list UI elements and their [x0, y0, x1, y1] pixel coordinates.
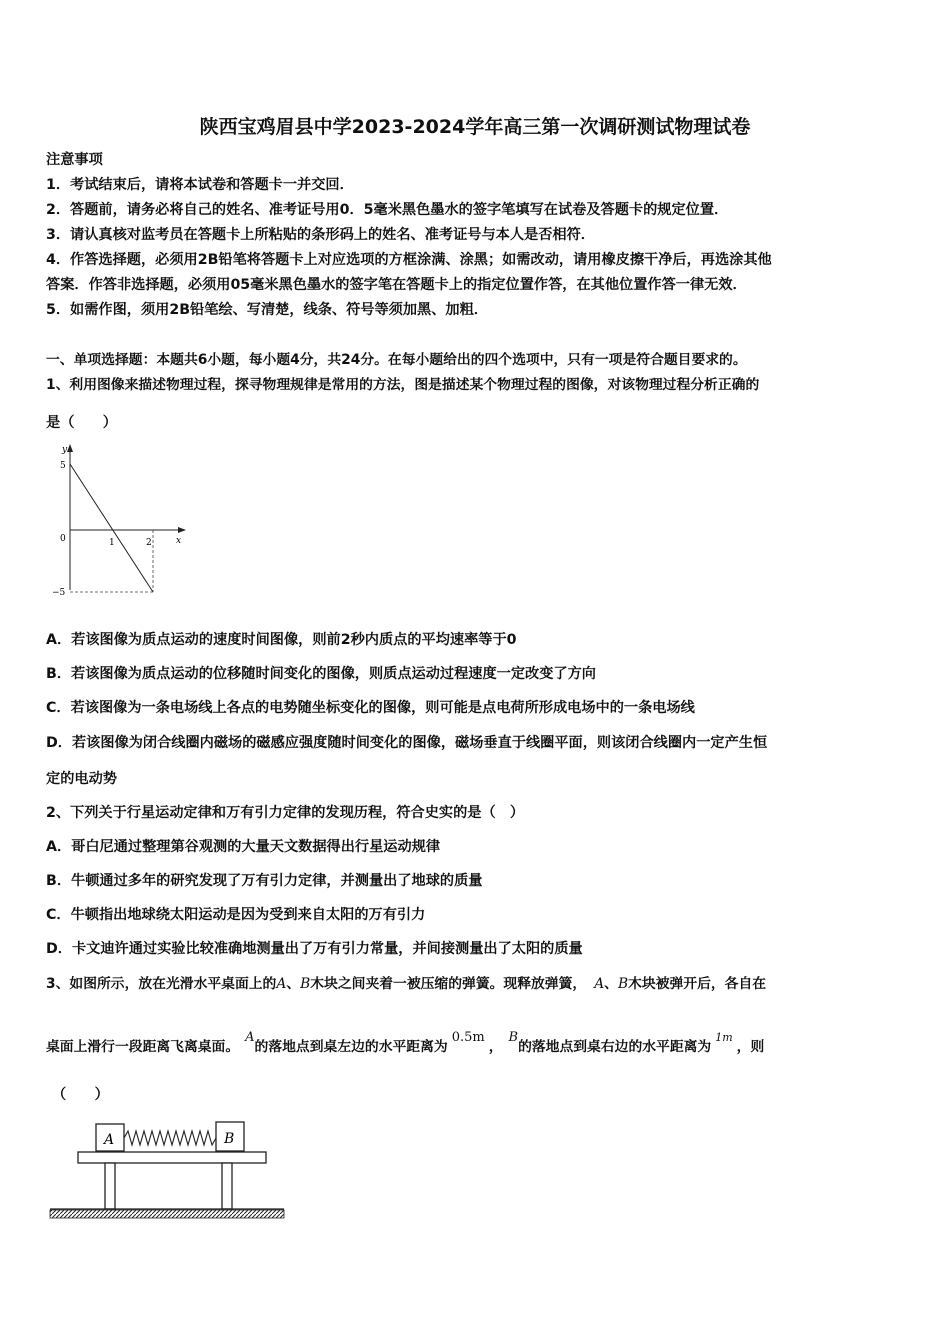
q3-text: 木块被弹开后，各自在: [628, 976, 767, 992]
graph-tick-5: 5: [60, 461, 66, 471]
table-leg-left: [105, 1163, 115, 1209]
q3-text: 的落地点到桌左边的水平距离为: [254, 1039, 448, 1055]
notice-item-5: 5．如需作图，须用2B铅笔绘、写清楚，线条、符号等须加黑、加粗．: [46, 302, 488, 318]
graph-data-line: [70, 464, 153, 592]
notice-item-2: 2．答题前，请务必将自己的姓名、准考证号用0．5毫米黑色墨水的签字笔填写在试卷及答题卡的规定位置．: [46, 202, 729, 218]
q1-option-d: D．若该图像为闭合线圈内磁场的磁感应强度随时间变化的图像，磁场垂直于线圈平面，则该闭合线圈内一定产生恒: [46, 735, 768, 751]
q3-text: 桌面上滑行一段距离飞离桌面。: [46, 1039, 240, 1055]
q3-sep: 、: [604, 976, 618, 992]
q3-figure: [48, 1118, 288, 1228]
q3-text: 的落地点到桌右边的水平距离为: [518, 1039, 712, 1055]
notice-item-4-cont: 答案．作答非选择题，必须用05毫米黑色墨水的签字笔在答题卡上的指定位置作答，在其他位置作答一律无效．: [46, 277, 747, 293]
q3-var-a: A: [276, 976, 287, 992]
q3-stem-line2: [46, 1030, 765, 1058]
q1-stem-line1: 1、利用图像来描述物理过程，探寻物理规律是常用的方法，图是描述某个物理过程的图像，对该物理过程分析正确的: [46, 377, 760, 393]
graph-tick-2: 2: [146, 538, 152, 548]
q2-stem: 2、下列关于行星运动定律和万有引力定律的发现历程，符合史实的是（ ）: [46, 805, 525, 821]
q2-option-d: D．卡文迪许通过实验比较准确地测量出了万有引力常量，并间接测量出了太阳的质量: [46, 941, 583, 957]
q3-sep: 、: [286, 976, 301, 992]
q2-option-a: A．哥白尼通过整理第谷观测的大量天文数据得出行星运动规律: [46, 839, 441, 855]
notice-item-1: 1．考试结束后，请将本试卷和答题卡一并交回．: [46, 177, 354, 193]
q1-option-c: C．若该图像为一条电场线上各点的电势随坐标变化的图像，则可能是点电荷所形成电场中的一条电场线: [46, 700, 695, 716]
q1-option-d-cont: 定的电动势: [46, 771, 117, 787]
q3-var-a: A: [594, 976, 605, 992]
q1-graph: [50, 440, 195, 605]
spring: [124, 1131, 216, 1145]
floor-hatch: [50, 1210, 284, 1218]
section-heading: 一、单项选择题：本题共6小题，每小题4分，共24分。在每小题给出的四个选项中，只有一项是符合题目要求的。: [46, 352, 747, 368]
q3-distance-a: 0.5m: [451, 1030, 485, 1045]
table-top: [78, 1152, 266, 1163]
q3-text: 3、如图所示，放在光滑水平桌面上的: [46, 976, 277, 992]
q3-stem-line1: [46, 974, 766, 994]
q3-var-a: A: [245, 1030, 255, 1045]
graph-y-label: y: [62, 445, 68, 455]
page-title: 陕西宝鸡眉县中学2023-2024学年高三第一次调研测试物理试卷: [199, 116, 751, 138]
graph-tick-origin: 0: [60, 534, 66, 544]
q2-option-c: C．牛顿指出地球绕太阳运动是因为受到来自太阳的万有引力: [46, 907, 426, 923]
q2-option-b: B．牛顿通过多年的研究发现了万有引力定律，并测量出了地球的质量: [46, 873, 483, 889]
graph-tick-1: 1: [109, 538, 115, 548]
q3-text: ，则: [736, 1039, 765, 1055]
graph-y-arrow: [67, 444, 73, 452]
q3-text: 木块之间夹着一被压缩的弹簧。现释放弹簧，: [310, 976, 587, 992]
q3-var-b: B: [617, 976, 629, 992]
q1-option-b: B．若该图像为质点运动的位移随时间变化的图像，则质点运动过程速度一定改变了方向: [46, 666, 596, 682]
notice-heading: 注意事项: [46, 152, 103, 168]
graph-tick-neg5: −5: [52, 588, 66, 598]
q3-var-b: B: [300, 976, 311, 992]
q3-var-b: B: [508, 1030, 519, 1045]
notice-item-3: 3．请认真核对监考员在答题卡上所粘贴的条形码上的姓名、准考证号与本人是否相符．: [46, 227, 595, 243]
graph-x-arrow: [178, 527, 186, 533]
graph-x-label: x: [176, 536, 182, 546]
table-leg-right: [222, 1163, 232, 1209]
q3-answer-bracket: （ ）: [52, 1087, 109, 1103]
block-a-label: A: [104, 1132, 115, 1148]
q3-text: ，: [488, 1039, 503, 1055]
notice-item-4: 4．作答选择题，必须用2B铅笔将答题卡上对应选项的方框涂满、涂黑；如需改动，请用橡皮擦干净后，再选涂其他: [46, 252, 772, 268]
q3-distance-b: 1m: [715, 1031, 733, 1044]
q1-stem-line2: 是（ ）: [46, 415, 117, 431]
q1-option-a: A．若该图像为质点运动的速度时间图像，则前2秒内质点的平均速率等于0: [46, 632, 517, 648]
block-b-label: B: [224, 1131, 235, 1147]
